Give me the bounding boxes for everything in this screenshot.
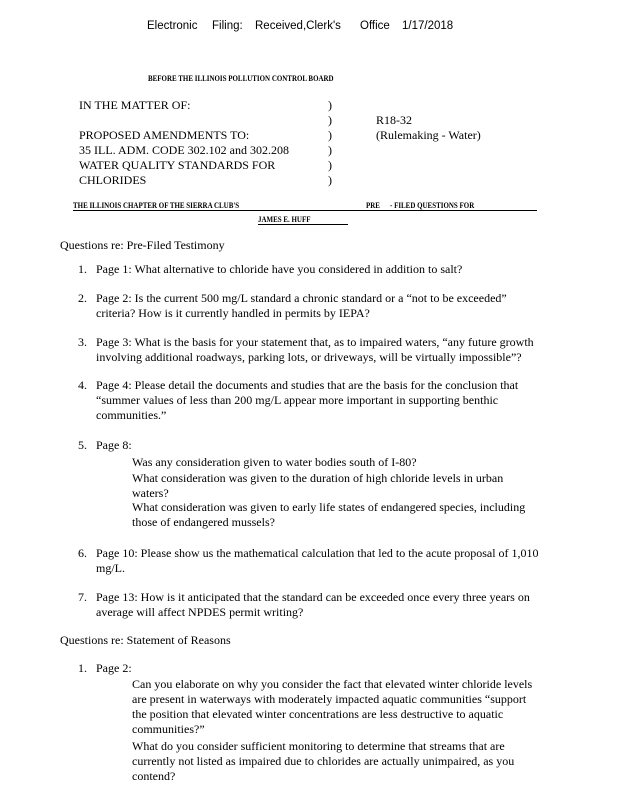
item-line: Page 1: What alternative to chloride have you considered in addition to salt? (96, 262, 463, 276)
item-line: involving additional roadways, parking lots, or driveways, will be virtually impossible”? (96, 350, 522, 364)
sub-item-line: What consideration was given to the duration of high chloride levels in urban (132, 471, 504, 485)
caption-line (79, 113, 289, 128)
item-number: 5. (78, 438, 87, 452)
header-office: Office (360, 20, 390, 32)
list-item-text (96, 438, 132, 453)
bullet-icon (115, 455, 122, 471)
sub-item-line: the position that elevated winter concentrations are less destructive to aquatic (132, 707, 504, 721)
sub-item-line: What do you consider sufficient monitoring to determine that streams that are (132, 739, 505, 753)
sub-item-text (132, 739, 514, 784)
list-item-text (96, 378, 518, 423)
filing-title-part3: - FILED QUESTIONS FOR (390, 200, 475, 210)
item-line: Page 10: Please show us the mathematical calculation that led to the acute proposal of 1,010 (96, 546, 539, 560)
bullet-icon (115, 471, 122, 487)
section1-heading: Questions re: Pre-Filed Testimony (60, 238, 225, 252)
item-line: Page 4: Please detail the documents and studies that are the basis for the conclusion that (96, 378, 519, 392)
item-line: Page 3: What is the basis for your statement that, as to impaired waters, “any future growth (96, 335, 534, 349)
sub-item-line: waters? (132, 486, 169, 500)
item-line: average will affect NPDES permit writing? (96, 605, 304, 619)
header-electronic: Electronic (147, 20, 198, 32)
list-item (78, 661, 87, 676)
item-line: “summer values of less than 200 mg/L appear more important in supporting benthic (96, 393, 499, 407)
caption-line: 35 ILL. ADM. CODE 302.102 and 302.208 (79, 143, 289, 157)
sub-item-text (132, 471, 503, 501)
list-item (78, 546, 87, 561)
caption-line: IN THE MATTER OF: (79, 98, 191, 112)
bullet-icon (115, 677, 122, 693)
board-title: BEFORE THE ILLINOIS POLLUTION CONTROL BOARD (148, 73, 334, 83)
header-date: 1/17/2018 (402, 20, 454, 32)
item-line: Page 2: (96, 661, 132, 675)
list-item (78, 262, 87, 277)
sub-item-line: communities?” (132, 722, 205, 736)
case-type: (Rulemaking - Water) (376, 128, 481, 142)
sub-item-line: What consideration was given to early life states of endangered species, including (132, 500, 526, 514)
filing-title-part4: JAMES E. HUFF (258, 214, 311, 224)
item-number: 1. (78, 661, 87, 675)
sub-item-line: are present in waterways with moderately impacted aquatic communities “support (132, 692, 527, 706)
list-item-text (96, 661, 132, 676)
list-item-text (96, 291, 507, 321)
item-number: 4. (78, 378, 87, 392)
item-number: 1. (78, 262, 87, 276)
item-number: 3. (78, 335, 87, 349)
header-filing: Filing: (212, 20, 243, 32)
sub-item-text (132, 677, 532, 737)
item-line: Page 2: Is the current 500 mg/L standard a chronic standard or a “not to be exceeded” (96, 291, 507, 305)
list-item (78, 335, 87, 350)
list-item-text (96, 590, 530, 620)
bullet-icon (115, 500, 122, 516)
title-underline (73, 210, 537, 211)
item-line: mg/L. (96, 561, 125, 575)
item-number: 6. (78, 546, 87, 560)
list-item-text (96, 546, 539, 576)
caption-paren: ) (328, 113, 332, 127)
item-line: communities.” (96, 408, 167, 422)
case-info (376, 113, 481, 143)
item-line: criteria? How is it currently handled in permits by IEPA? (96, 306, 370, 320)
caption-paren: ) (328, 158, 332, 172)
list-item (78, 438, 87, 453)
item-number: 7. (78, 590, 87, 604)
caption-paren: ) (328, 98, 332, 112)
filing-title-part1: THE ILLINOIS CHAPTER OF THE SIERRA CLUB'S (73, 200, 240, 210)
item-line: Page 8: (96, 438, 132, 452)
list-item-text (96, 335, 534, 365)
caption-left (79, 98, 289, 188)
sub-item-line: Was any consideration given to water bodies south of I-80? (132, 455, 417, 469)
caption-paren: ) (328, 128, 332, 142)
header-received: Received,Clerk's (255, 20, 341, 32)
list-item (78, 378, 87, 393)
caption-paren: ) (328, 143, 332, 157)
caption-line: CHLORIDES (79, 173, 147, 187)
list-item (78, 291, 87, 306)
case-number: R18-32 (376, 113, 412, 127)
section2-heading: Questions re: Statement of Reasons (60, 633, 231, 647)
bullet-icon (115, 739, 122, 755)
caption-line: PROPOSED AMENDMENTS TO: (79, 128, 250, 142)
sub-item-line: those of endangered mussels? (132, 515, 275, 529)
name-underline (258, 224, 348, 225)
sub-item-line: Can you elaborate on why you consider the fact that elevated winter chloride levels (132, 677, 533, 691)
sub-item-text (132, 455, 417, 470)
item-line: Page 13: How is it anticipated that the standard can be exceeded once every three years on (96, 590, 530, 604)
sub-item-line: contend? (132, 769, 176, 783)
caption-paren: ) (328, 173, 332, 187)
sub-item-text (132, 500, 525, 530)
item-number: 2. (78, 291, 87, 305)
caption-line: WATER QUALITY STANDARDS FOR (79, 158, 276, 172)
sub-item-line: currently not listed as impaired due to chlorides are actually unimpaired, as you (132, 754, 515, 768)
caption-parens (328, 98, 332, 188)
list-item (78, 590, 87, 605)
list-item-text (96, 262, 462, 277)
filing-title-part2: PRE (366, 200, 380, 210)
